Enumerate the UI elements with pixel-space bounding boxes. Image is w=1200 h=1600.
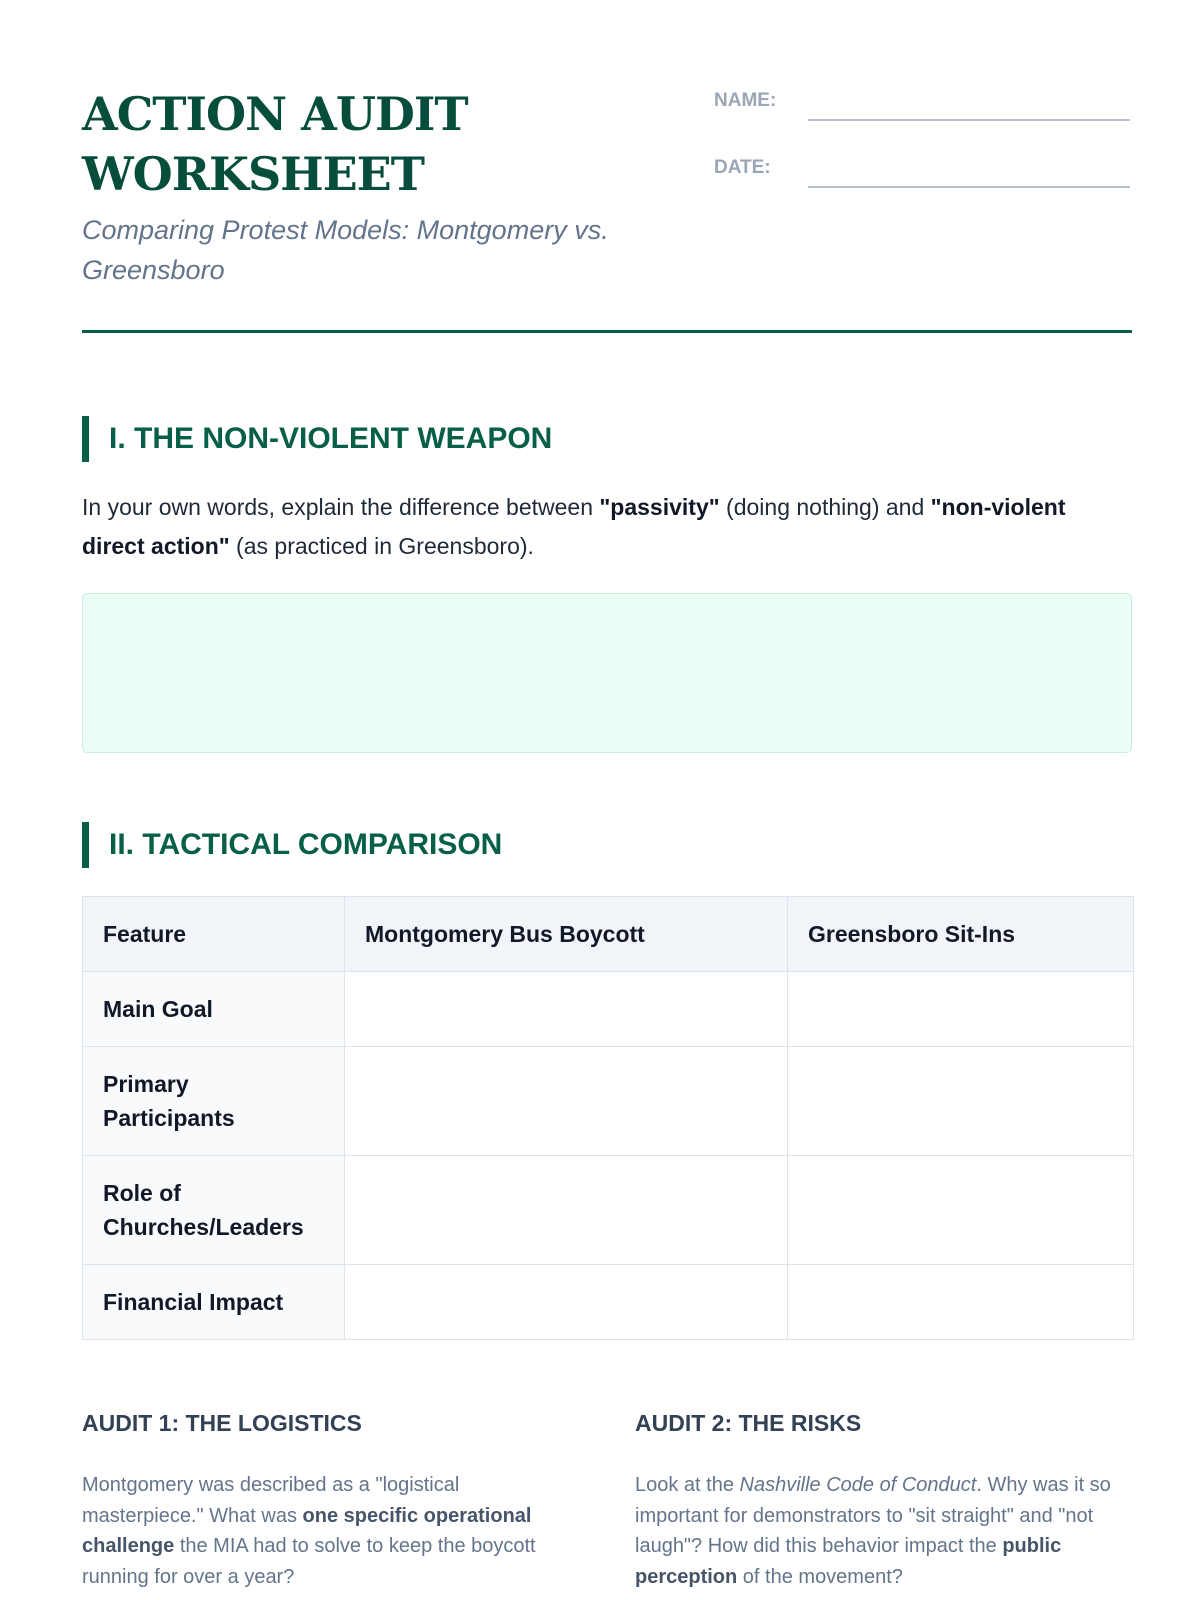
- audit-1-question: Montgomery was described as a "logistical masterpiece." What was one specific operational challenge the MIA had to solve to keep the boycott running for over a year?: [82, 1474, 536, 1588]
- answer-cell-greensboro-churches[interactable]: [788, 1156, 1134, 1265]
- section-1-heading: I. THE NON-VIOLENT WEAPON: [82, 416, 1132, 462]
- name-field[interactable]: [808, 119, 1130, 121]
- answer-cell-montgomery-participants[interactable]: [345, 1047, 788, 1156]
- table-header-row: [83, 897, 1134, 972]
- row-label-financial-impact: Financial Impact: [83, 1265, 345, 1340]
- answer-cell-greensboro-financial[interactable]: [788, 1265, 1134, 1340]
- section-2-heading: II. TACTICAL COMPARISON: [82, 822, 1132, 868]
- section-1-prompt: In your own words, explain the difference between "passivity" (doing nothing) and "non-violent direct action" (as practiced in Greensboro).: [82, 494, 1066, 559]
- tactical-comparison-table: [82, 896, 1134, 1340]
- answer-cell-greensboro-main-goal[interactable]: [788, 972, 1134, 1047]
- section-1-answer-box[interactable]: [82, 593, 1132, 753]
- column-header-feature: Feature: [83, 897, 345, 972]
- column-header-greensboro: Greensboro Sit-Ins: [788, 897, 1134, 972]
- title-line-1: ACTION AUDIT: [82, 87, 468, 141]
- date-field[interactable]: [808, 186, 1130, 188]
- answer-cell-montgomery-churches[interactable]: [345, 1156, 788, 1265]
- row-label-main-goal: Main Goal: [83, 972, 345, 1047]
- answer-cell-greensboro-participants[interactable]: [788, 1047, 1134, 1156]
- table-row: [83, 1265, 1134, 1340]
- column-header-montgomery: Montgomery Bus Boycott: [345, 897, 788, 972]
- header-divider: [82, 330, 1132, 333]
- worksheet-title: [82, 84, 642, 204]
- table-row: [83, 1156, 1134, 1265]
- audit-1-heading: AUDIT 1: THE LOGISTICS: [82, 1410, 362, 1436]
- row-label-churches-leaders: Role of Churches/Leaders: [83, 1156, 345, 1265]
- worksheet-subtitle: Comparing Protest Models: Montgomery vs. Greensboro: [82, 215, 609, 285]
- table-row: [83, 1047, 1134, 1156]
- row-label-primary-participants: Primary Participants: [83, 1047, 345, 1156]
- answer-cell-montgomery-financial[interactable]: [345, 1265, 788, 1340]
- audit-2-question: Look at the Nashville Code of Conduct. Why was it so important for demonstrators to "sit straight" and "not laugh"? How did this behavior impact the public perception of the movement?: [635, 1474, 1111, 1588]
- table-row: [83, 972, 1134, 1047]
- date-label: DATE:: [714, 157, 771, 178]
- title-line-2: WORKSHEET: [82, 147, 424, 201]
- answer-cell-montgomery-main-goal[interactable]: [345, 972, 788, 1047]
- name-label: NAME:: [714, 90, 777, 111]
- audit-2-heading: AUDIT 2: THE RISKS: [635, 1410, 862, 1436]
